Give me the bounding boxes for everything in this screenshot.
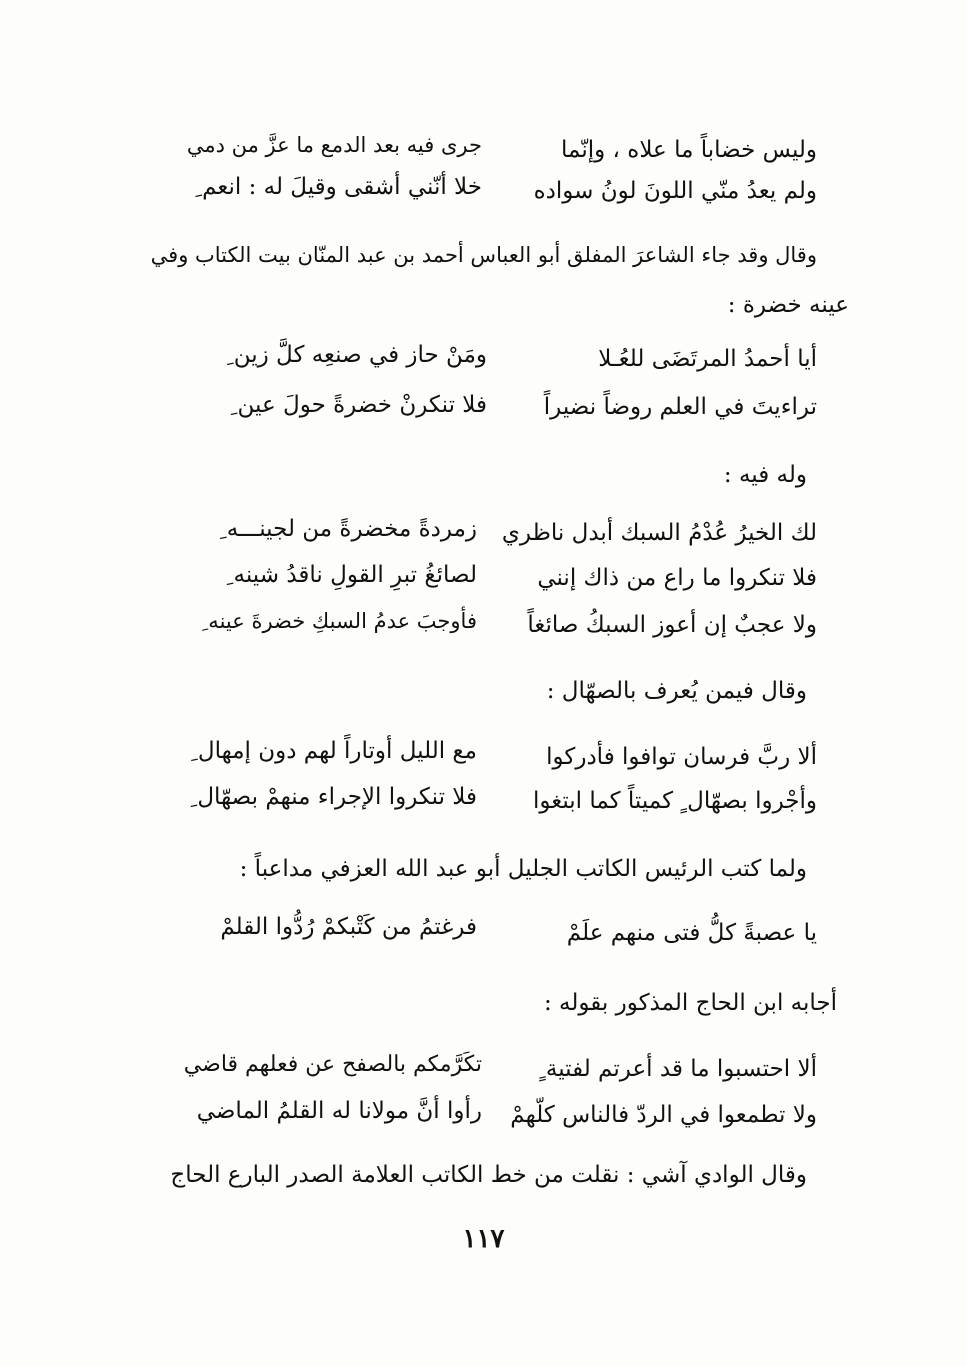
- poem6-line1-hemistich2: تكَرَّمكم بالصفح عن فعلهم قاضي: [183, 1052, 482, 1077]
- poem6-line2-hemistich2: رأوا أنَّ مولانا له القلمُ الماضي: [196, 1098, 482, 1124]
- poem5-line1-hemistich2: فرغتمُ من كَتْبكمْ رُدُّوا القلمْ: [220, 914, 477, 940]
- poem4-line2-hemistich1: وأجْروا بصهّال ٍ كميتاً كما ابتغوا: [532, 788, 817, 814]
- poem1-line1-hemistich2: جرى فيه بعد الدمع ما عزَّ من دمي: [186, 133, 482, 157]
- poem3-line1-hemistich2: زمردةً مخضرةً من لجينـــه ِ: [219, 516, 477, 542]
- poem2-line2-hemistich2: فلا تنكرنْ خضرةً حولَ عين ِ: [230, 392, 487, 418]
- prose4-text: ولما كتب الرئيس الكاتب الجليل أبو عبد الله العزفي مداعباً :: [239, 856, 807, 882]
- poem3-line1-hemistich1: لك الخيرُ عُدْمُ السبك أبدل ناظري: [501, 520, 817, 546]
- poem2-line1-hemistich2: ومَنْ حاز في صنعِه كلَّ زين ِ: [226, 342, 487, 368]
- poem2-line1-hemistich1: أيا أحمدُ المرتَضَى للعُـلا: [598, 346, 817, 372]
- poem3-line2-hemistich1: فلا تنكروا ما راع من ذاك إنني: [537, 565, 817, 591]
- poem4-line1-hemistich2: مع الليل أوتاراً لهم دون إمهال ِ: [191, 738, 477, 764]
- poem4-line2-hemistich2: فلا تنكروا الإجراء منهمْ بصهّال ِ: [190, 784, 477, 810]
- prose6-text: وقال الوادي آشي : نقلت من خط الكاتب العلامة الصدر البارع الحاج: [170, 1162, 807, 1188]
- poem1-line1-hemistich1: وليس خضاباً ما علاه ، وإنّما: [561, 137, 817, 163]
- poem3-line3-hemistich2: فأوجبَ عدمُ السبكِ خضرةَ عينه ِ: [202, 609, 477, 633]
- poem1-line2-hemistich1: ولم يعدُ منّي اللونَ لونُ سواده: [533, 178, 817, 204]
- prose2-text: وله فيه :: [723, 462, 807, 488]
- poem6-line2-hemistich1: ولا تطمعوا في الردّ فالناس كلّهمْ: [510, 1102, 817, 1128]
- prose1-line1: وقال وقد جاء الشاعرَ المفلق أبو العباس أحمد بن عبد المنّان بيت الكتاب وفي: [150, 243, 817, 267]
- prose3-text: وقال فيمن يُعرف بالصهّال :: [546, 678, 807, 704]
- poem3-line2-hemistich2: لصائغُ تبرِ القولِ ناقدُ شينه ِ: [226, 562, 477, 588]
- poem5-line1-hemistich1: يا عصبةً كلُّ فتى منهم علَمْ: [566, 920, 817, 946]
- poem2-line2-hemistich1: تراءيتَ في العلم روضاً نضيراً: [543, 394, 817, 420]
- page-number: ١١٧: [462, 1224, 505, 1254]
- poem4-line1-hemistich1: ألا ربَّ فرسان توافوا فأدركوا: [546, 744, 817, 770]
- prose5-text: أجابه ابن الحاج المذكور بقوله :: [543, 990, 837, 1016]
- prose1-line2: عينه خضرة :: [727, 292, 849, 318]
- poem3-line3-hemistich1: ولا عجبٌ إن أعوز السبكُ صائغاً: [527, 612, 817, 638]
- poem6-line1-hemistich1: ألا احتسبوا ما قد أعرتم لفتية ٍ: [539, 1056, 817, 1082]
- poem1-line2-hemistich2: خلا أنّني أشقى وقيلَ له : انعم ِ: [195, 174, 482, 200]
